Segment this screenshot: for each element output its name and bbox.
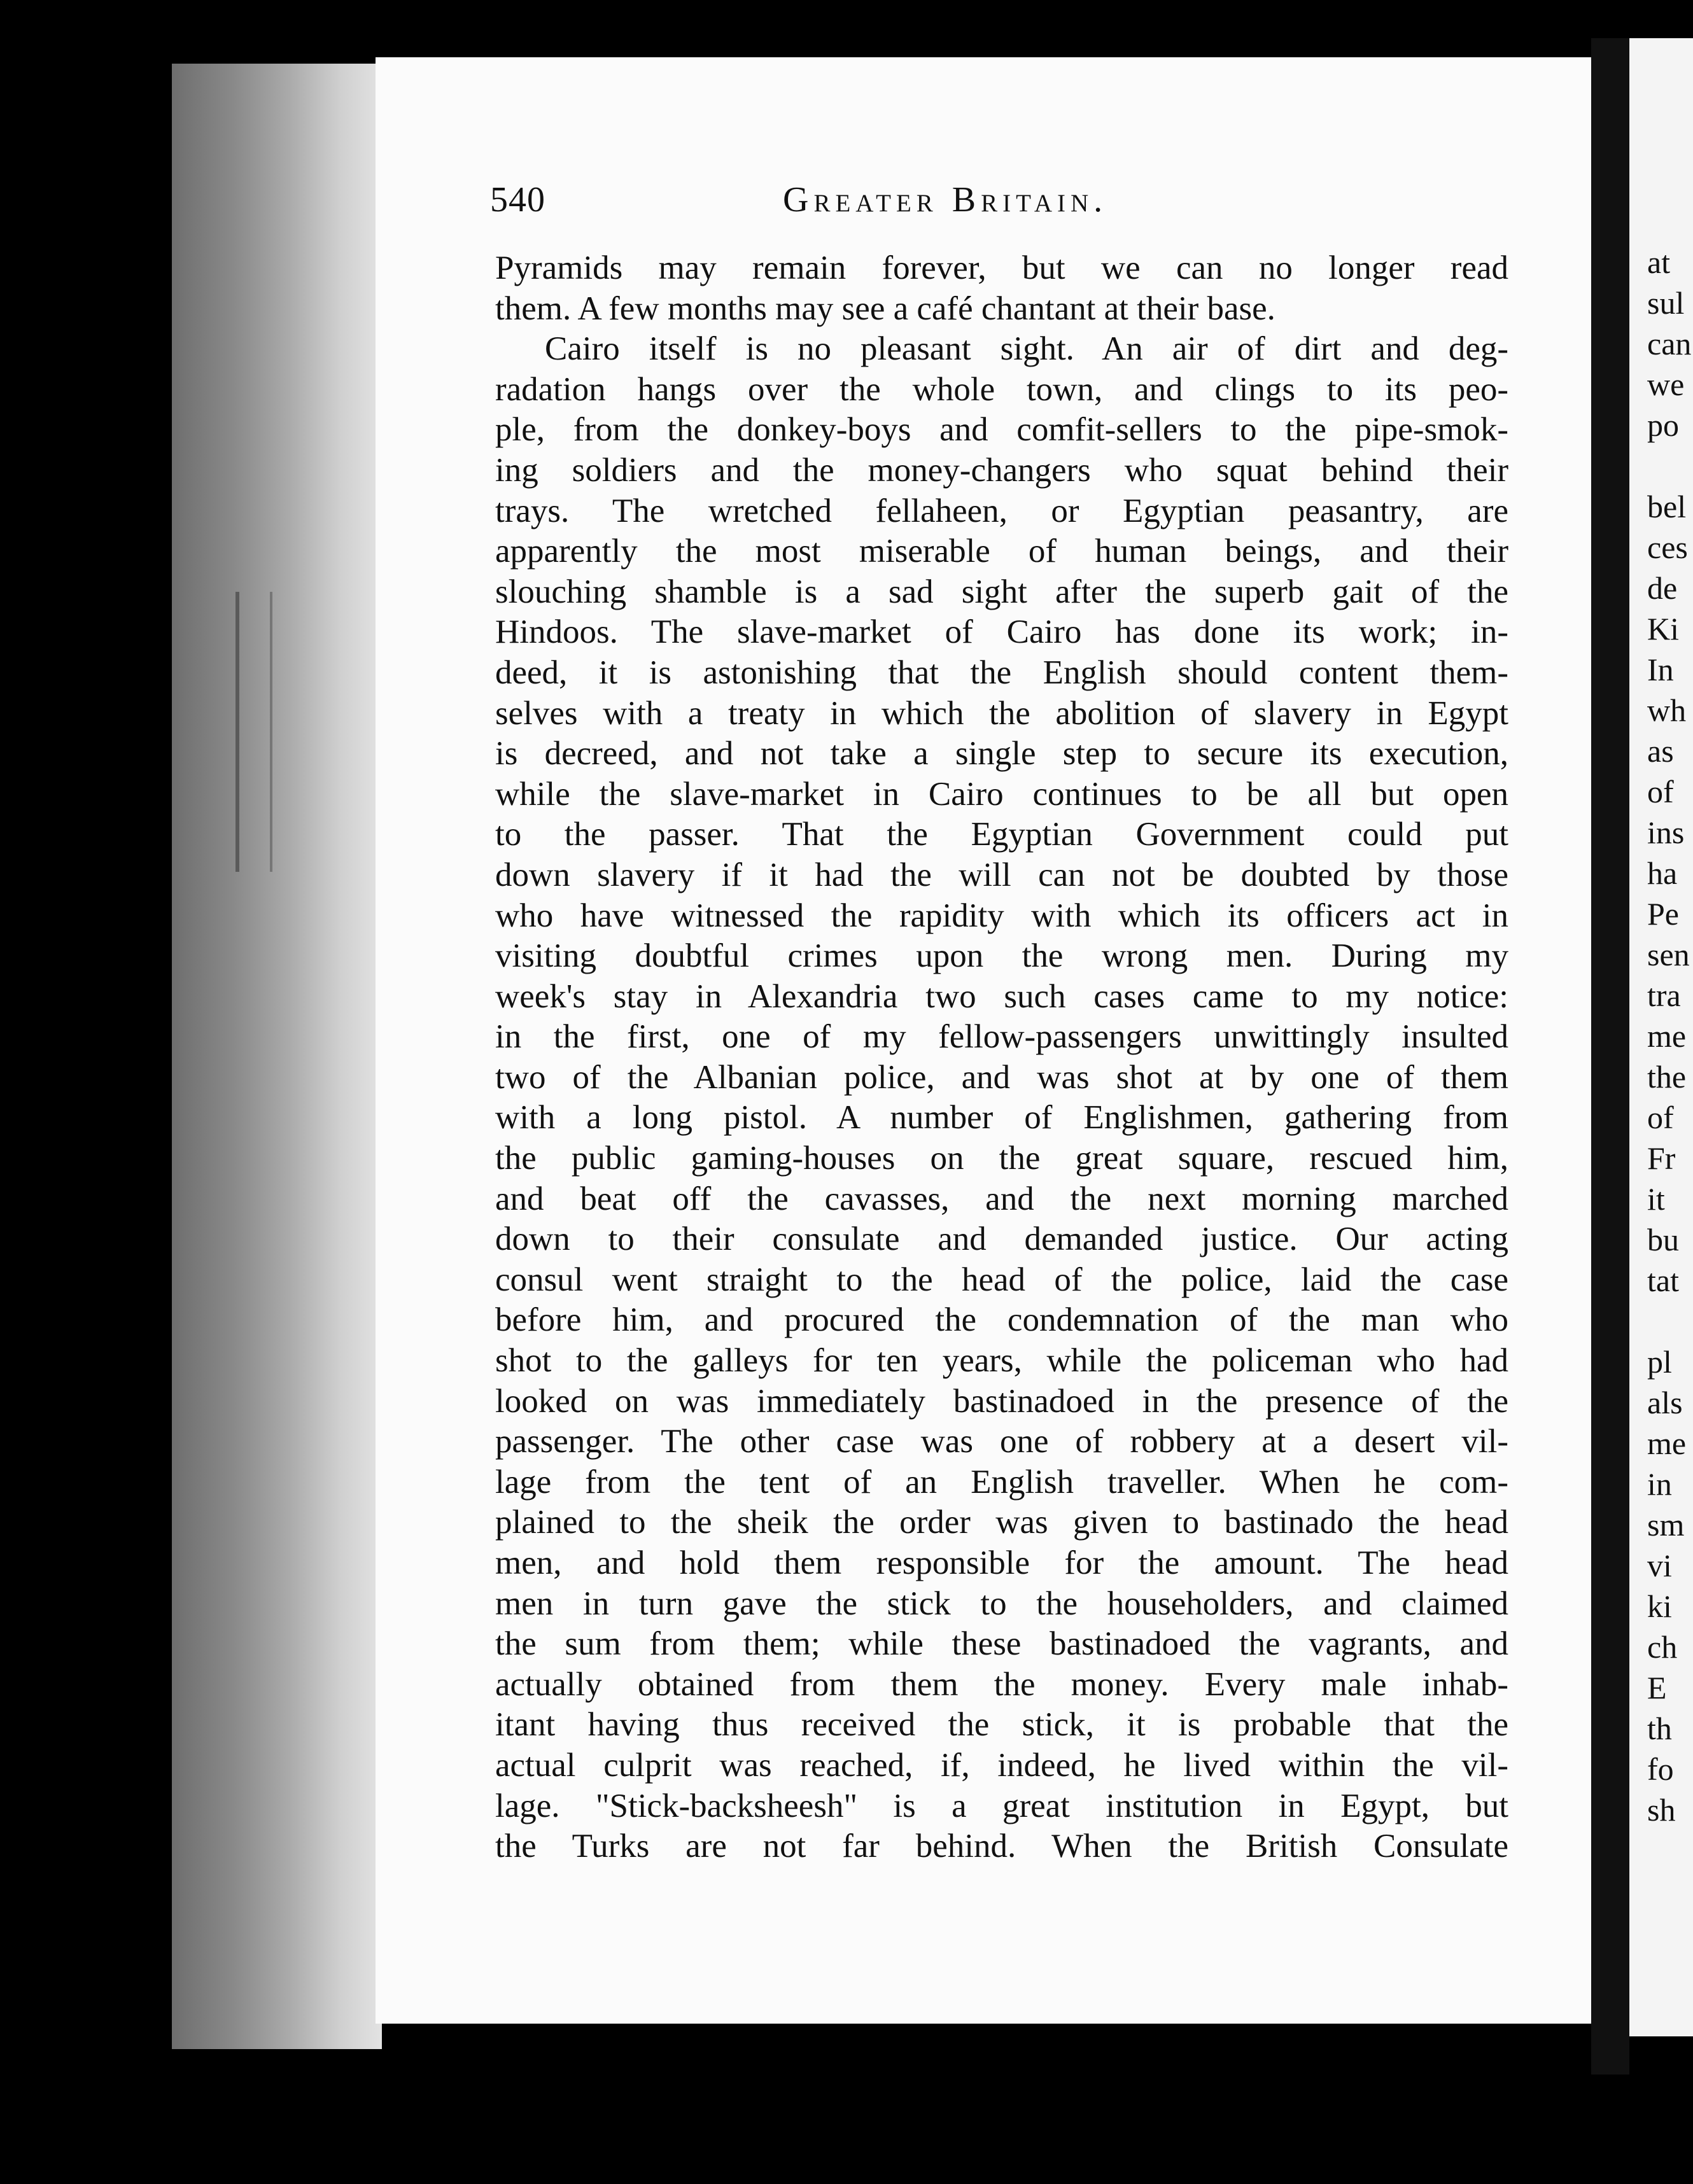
facing-page-fragment: ces [1647, 529, 1688, 565]
facing-page-fragment: fo [1647, 1751, 1674, 1787]
facing-page-fragment: tat [1647, 1263, 1679, 1298]
facing-page-fragment: the [1647, 1059, 1687, 1095]
text-line: passenger. The other case was one of robbery at a desert vil- [495, 1423, 1508, 1460]
facing-page-fragment: In [1647, 652, 1674, 687]
text-line: week's stay in Alexandria two such cases came to my notice: [495, 977, 1508, 1015]
facing-page-fragment: Ki [1647, 611, 1679, 647]
facing-page-fragment: in [1647, 1466, 1672, 1502]
running-title: Greater Britain. [783, 180, 1108, 220]
facing-page-fragment: wh [1647, 692, 1687, 728]
text-line: shot to the galleys for ten years, while the policeman who had [495, 1342, 1508, 1380]
text-line: plained to the sheik the order was given to bastinado the head [495, 1504, 1508, 1541]
text-line: men, and hold them responsible for the amount. The head [495, 1544, 1508, 1581]
facing-page-fragment: tra [1647, 977, 1681, 1013]
text-line: in the first, one of my fellow-passengers unwittingly insulted [495, 1018, 1508, 1056]
text-line: trays. The wretched fellaheen, or Egyptian peasantry, are [495, 492, 1508, 529]
facing-page-fragment: bu [1647, 1222, 1679, 1257]
text-line: looked on was immediately bastinadoed in the presence of the [495, 1382, 1508, 1420]
facing-page-fragment: vi [1647, 1548, 1672, 1583]
text-line: is decreed, and not take a single step to secure its execution, [495, 735, 1508, 773]
facing-page-fragment: we [1647, 367, 1685, 402]
text-line: actual culprit was reached, if, indeed, he lived within the vil- [495, 1746, 1508, 1784]
text-line: Hindoos. The slave-market of Cairo has done its work; in- [495, 613, 1508, 651]
book-gutter [1591, 38, 1629, 2075]
edge-stamp-mark [235, 592, 272, 872]
facing-page-fragment: E [1647, 1670, 1667, 1705]
text-line: Pyramids may remain forever, but we can no longer read [495, 249, 1508, 286]
facing-page-fragment: me [1647, 1018, 1687, 1054]
text-line: Cairo itself is no pleasant sight. An air of dirt and deg- [545, 330, 1508, 368]
text-line: lage from the tent of an English traveller. When he com- [495, 1463, 1508, 1501]
facing-page-fragment: of [1647, 774, 1674, 809]
text-line: actually obtained from them the money. Every male inhab- [495, 1665, 1508, 1703]
facing-page-fragment: me [1647, 1425, 1687, 1461]
facing-page-fragment: ins [1647, 815, 1685, 850]
facing-page-fragment: at [1647, 244, 1671, 280]
text-line: and beat off the cavasses, and the next morning marched [495, 1180, 1508, 1217]
text-line: ing soldiers and the money-changers who squat behind their [495, 451, 1508, 489]
facing-page-text [1647, 242, 1693, 1830]
facing-page-fragment: bel [1647, 489, 1687, 524]
text-line: apparently the most miserable of human beings, and their [495, 533, 1508, 570]
text-line: the Turks are not far behind. When the British Consulate [495, 1828, 1508, 1865]
facing-page-fragment: sm [1647, 1507, 1685, 1543]
facing-page-fragment: ha [1647, 855, 1678, 891]
text-line: them. A few months may see a café chantant at their base. [495, 290, 1275, 327]
facing-page-fragment: als [1647, 1385, 1683, 1420]
facing-page-fragment [1647, 445, 1693, 486]
text-line: visiting doubtful crimes upon the wrong men. During my [495, 937, 1508, 975]
text-line: selves with a treaty in which the abolition of slavery in Egypt [495, 694, 1508, 732]
facing-page-fragment: po [1647, 407, 1679, 443]
facing-page-fragment: sh [1647, 1792, 1676, 1828]
text-line: slouching shamble is a sad sight after the superb gait of the [495, 573, 1508, 610]
text-line: with a long pistol. A number of Englishmen, gathering from [495, 1099, 1508, 1137]
facing-page-fragment: of [1647, 1100, 1674, 1135]
text-line: down to their consulate and demanded justice. Our acting [495, 1221, 1508, 1258]
facing-page-fragment [1647, 1301, 1693, 1341]
text-line: down slavery if it had the will can not be doubted by those [495, 856, 1508, 893]
facing-page-fragment: it [1647, 1181, 1665, 1217]
facing-page-fragment: sen [1647, 937, 1690, 972]
text-line: lage. "Stick-backsheesh" is a great institution in Egypt, but [495, 1787, 1508, 1824]
text-line: before him, and procured the condemnation of the man who [495, 1301, 1508, 1339]
facing-page-fragment: th [1647, 1711, 1672, 1746]
text-line: the sum from them; while these bastinadoed the vagrants, and [495, 1625, 1508, 1663]
text-line: consul went straight to the head of the police, laid the case [495, 1261, 1508, 1298]
text-line: itant having thus received the stick, it is probable that the [495, 1706, 1508, 1744]
body-text [495, 248, 1508, 1867]
text-line: to the passer. That the Egyptian Government could put [495, 816, 1508, 853]
facing-page-fragment: can [1647, 326, 1692, 361]
facing-page-fragment: ch [1647, 1629, 1678, 1665]
text-line: men in turn gave the stick to the householders, and claimed [495, 1585, 1508, 1622]
facing-page-fragment: Fr [1647, 1140, 1676, 1176]
page-number: 540 [490, 180, 545, 220]
text-line: who have witnessed the rapidity with which its officers act in [495, 897, 1508, 934]
facing-page-fragment: ki [1647, 1588, 1672, 1624]
text-line: ple, from the donkey-boys and comfit-sellers to the pipe-smok- [495, 411, 1508, 449]
text-line: two of the Albanian police, and was shot at by one of them [495, 1058, 1508, 1096]
book-page-edges [172, 64, 382, 2049]
facing-page-fragment: pl [1647, 1344, 1672, 1380]
facing-page-fragment: Pe [1647, 896, 1679, 932]
facing-page-fragment: as [1647, 733, 1674, 769]
text-line: deed, it is astonishing that the English should content them- [495, 654, 1508, 691]
text-line: while the slave-market in Cairo continues to be all but open [495, 775, 1508, 813]
text-line: radation hangs over the whole town, and clings to its peo- [495, 370, 1508, 408]
facing-page-fragment: sul [1647, 285, 1685, 321]
text-line: the public gaming-houses on the great square, rescued him, [495, 1140, 1508, 1177]
facing-page-fragment: de [1647, 570, 1678, 606]
